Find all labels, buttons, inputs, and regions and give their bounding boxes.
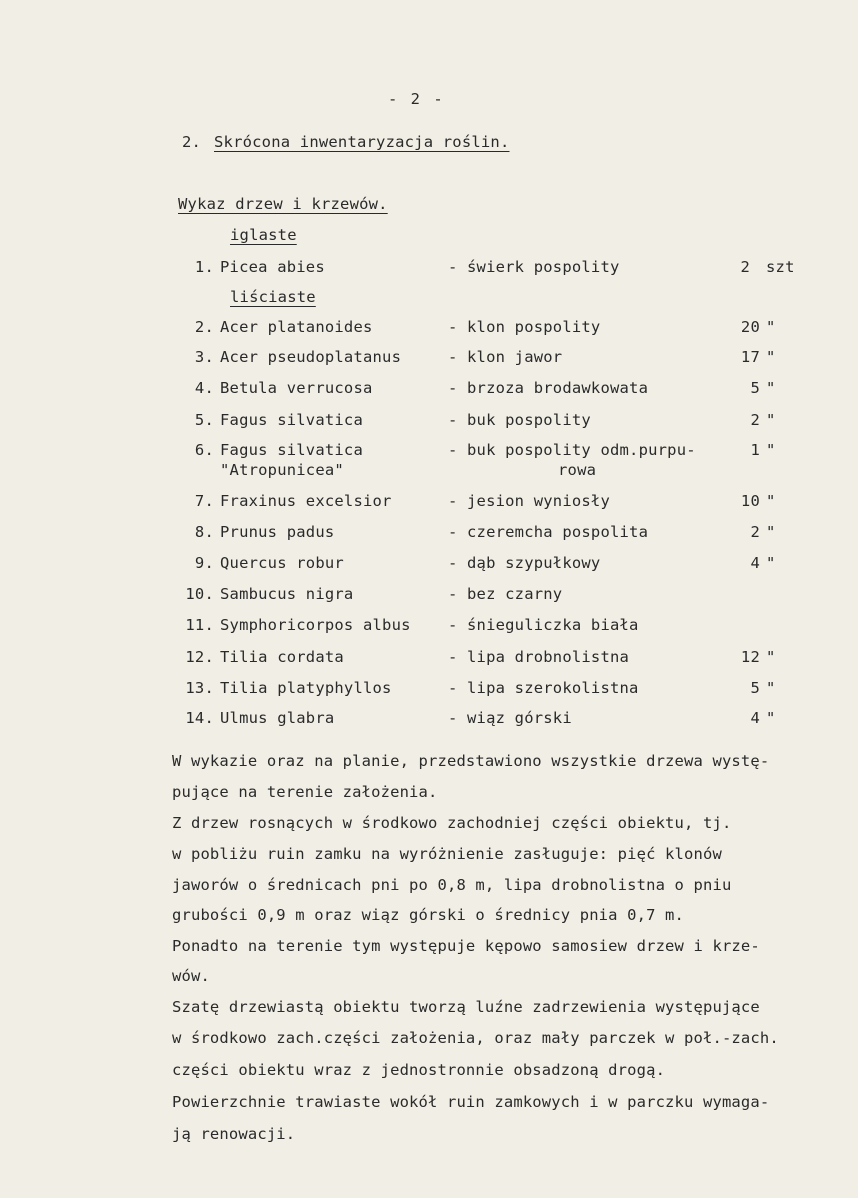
item-number: 13.: [185, 679, 214, 697]
list-item: [0, 523, 858, 547]
dash: -: [448, 258, 458, 276]
text-line: Szatę drzewiastą obiektu tworzą luźne zadrzewienia występujące: [172, 998, 760, 1016]
quantity: 2: [750, 411, 760, 429]
unit: ": [766, 318, 776, 336]
polish-name: bez czarny: [467, 585, 563, 603]
unit: ": [766, 554, 776, 572]
latin-name: Quercus robur: [220, 554, 344, 572]
text-line: jaworów o średnicach pni po 0,8 m, lipa drobnolistna o pniu: [172, 876, 732, 894]
latin-name: Fraxinus excelsior: [220, 492, 392, 510]
item-number: 9.: [194, 554, 214, 572]
item-number: 2.: [194, 318, 214, 336]
item-number: 14.: [185, 709, 214, 727]
quantity: 5: [750, 679, 760, 697]
list-item: [0, 616, 858, 640]
text-line: Ponadto na terenie tym występuje kępowo samosiew drzew i krze-: [172, 937, 760, 955]
dash: -: [448, 348, 458, 366]
item-number: 1.: [194, 258, 214, 276]
list-item: [0, 679, 858, 703]
latin-name-cultivar: "Atropunicea": [220, 461, 344, 479]
polish-name: świerk pospolity: [467, 258, 620, 276]
text-line: Powierzchnie trawiaste wokół ruin zamkowych i w parczku wymaga-: [172, 1093, 770, 1111]
latin-name: Prunus padus: [220, 523, 335, 541]
quantity: 4: [750, 709, 760, 727]
unit: ": [766, 492, 776, 510]
group-label-conifers: iglaste: [230, 226, 297, 244]
list-item: [0, 554, 858, 578]
list-item: [0, 648, 858, 672]
latin-name: Acer pseudoplatanus: [220, 348, 402, 366]
unit: ": [766, 679, 776, 697]
page-number: - 2 -: [388, 90, 445, 108]
latin-name: Symphoricorpos albus: [220, 616, 411, 634]
unit: ": [766, 709, 776, 727]
unit: ": [766, 411, 776, 429]
polish-name: dąb szypułkowy: [467, 554, 601, 572]
unit: ": [766, 379, 776, 397]
text-line: Z drzew rosnących w środkowo zachodniej części obiektu, tj.: [172, 814, 732, 832]
list-item: [0, 585, 858, 609]
text-line: W wykazie oraz na planie, przedstawiono wszystkie drzewa wystę-: [172, 752, 770, 770]
polish-name: buk pospolity odm.purpu-: [467, 441, 696, 459]
list-item: [0, 411, 858, 435]
list-item: [0, 348, 858, 372]
quantity: 20: [740, 318, 760, 336]
text-line: części obiektu wraz z jednostronnie obsadzoną drogą.: [172, 1061, 666, 1079]
dash: -: [448, 441, 458, 459]
item-number: 6.: [194, 441, 214, 459]
latin-name: Ulmus glabra: [220, 709, 335, 727]
polish-name: lipa drobnolistna: [467, 648, 630, 666]
latin-name: Acer platanoides: [220, 318, 373, 336]
item-number: 4.: [194, 379, 214, 397]
polish-name: wiąz górski: [467, 709, 572, 727]
list-item: [0, 258, 858, 282]
text-line: w pobliżu ruin zamku na wyróżnienie zasługuje: pięć klonów: [172, 845, 722, 863]
latin-name: Picea abies: [220, 258, 325, 276]
dash: -: [448, 492, 458, 510]
text-line: wów.: [172, 967, 210, 985]
list-item: [0, 709, 858, 733]
dash: -: [448, 554, 458, 572]
text-line: ją renowacji.: [172, 1125, 296, 1143]
polish-name: śnieguliczka biała: [467, 616, 639, 634]
item-number: 5.: [194, 411, 214, 429]
latin-name: Tilia cordata: [220, 648, 344, 666]
polish-name-continued: rowa: [558, 461, 597, 479]
dash: -: [448, 616, 458, 634]
unit: ": [766, 648, 776, 666]
polish-name: klon pospolity: [467, 318, 601, 336]
latin-name: Fagus silvatica: [220, 441, 363, 459]
latin-name: Tilia platyphyllos: [220, 679, 392, 697]
item-number: 12.: [185, 648, 214, 666]
dash: -: [448, 679, 458, 697]
item-number: 10.: [185, 585, 214, 603]
section-title: Skrócona inwentaryzacja roślin.: [214, 133, 510, 151]
quantity: 12: [740, 648, 760, 666]
quantity: 5: [750, 379, 760, 397]
polish-name: czeremcha pospolita: [467, 523, 649, 541]
quantity: 10: [740, 492, 760, 510]
polish-name: lipa szerokolistna: [467, 679, 639, 697]
dash: -: [448, 411, 458, 429]
latin-name: Fagus silvatica: [220, 411, 363, 429]
text-line: pujące na terenie założenia.: [172, 783, 438, 801]
quantity: 2: [750, 523, 760, 541]
dash: -: [448, 318, 458, 336]
unit: ": [766, 348, 776, 366]
polish-name: buk pospolity: [467, 411, 591, 429]
quantity: 1: [750, 441, 760, 459]
section-number: 2.: [182, 133, 202, 151]
group-label-deciduous: liściaste: [230, 288, 316, 306]
dash: -: [448, 709, 458, 727]
latin-name: Betula verrucosa: [220, 379, 373, 397]
polish-name: klon jawor: [467, 348, 563, 366]
list-item: [0, 318, 858, 342]
list-heading: Wykaz drzew i krzewów.: [178, 195, 388, 213]
item-number: 11.: [185, 616, 214, 634]
latin-name: Sambucus nigra: [220, 585, 354, 603]
quantity: 2: [740, 258, 750, 276]
text-line: grubości 0,9 m oraz wiąz górski o średnicy pnia 0,7 m.: [172, 906, 685, 924]
item-number: 7.: [194, 492, 214, 510]
unit: ": [766, 523, 776, 541]
polish-name: brzoza brodawkowata: [467, 379, 649, 397]
quantity: 4: [750, 554, 760, 572]
unit: szt: [766, 258, 795, 276]
list-item: [0, 379, 858, 403]
dash: -: [448, 648, 458, 666]
dash: -: [448, 585, 458, 603]
item-number: 8.: [194, 523, 214, 541]
text-line: w środkowo zach.części założenia, oraz mały parczek w poł.-zach.: [172, 1029, 779, 1047]
quantity: 17: [740, 348, 760, 366]
item-number: 3.: [194, 348, 214, 366]
list-item: [0, 492, 858, 516]
dash: -: [448, 523, 458, 541]
dash: -: [448, 379, 458, 397]
polish-name: jesion wyniosły: [467, 492, 610, 510]
list-item: [0, 441, 858, 485]
unit: ": [766, 441, 776, 459]
